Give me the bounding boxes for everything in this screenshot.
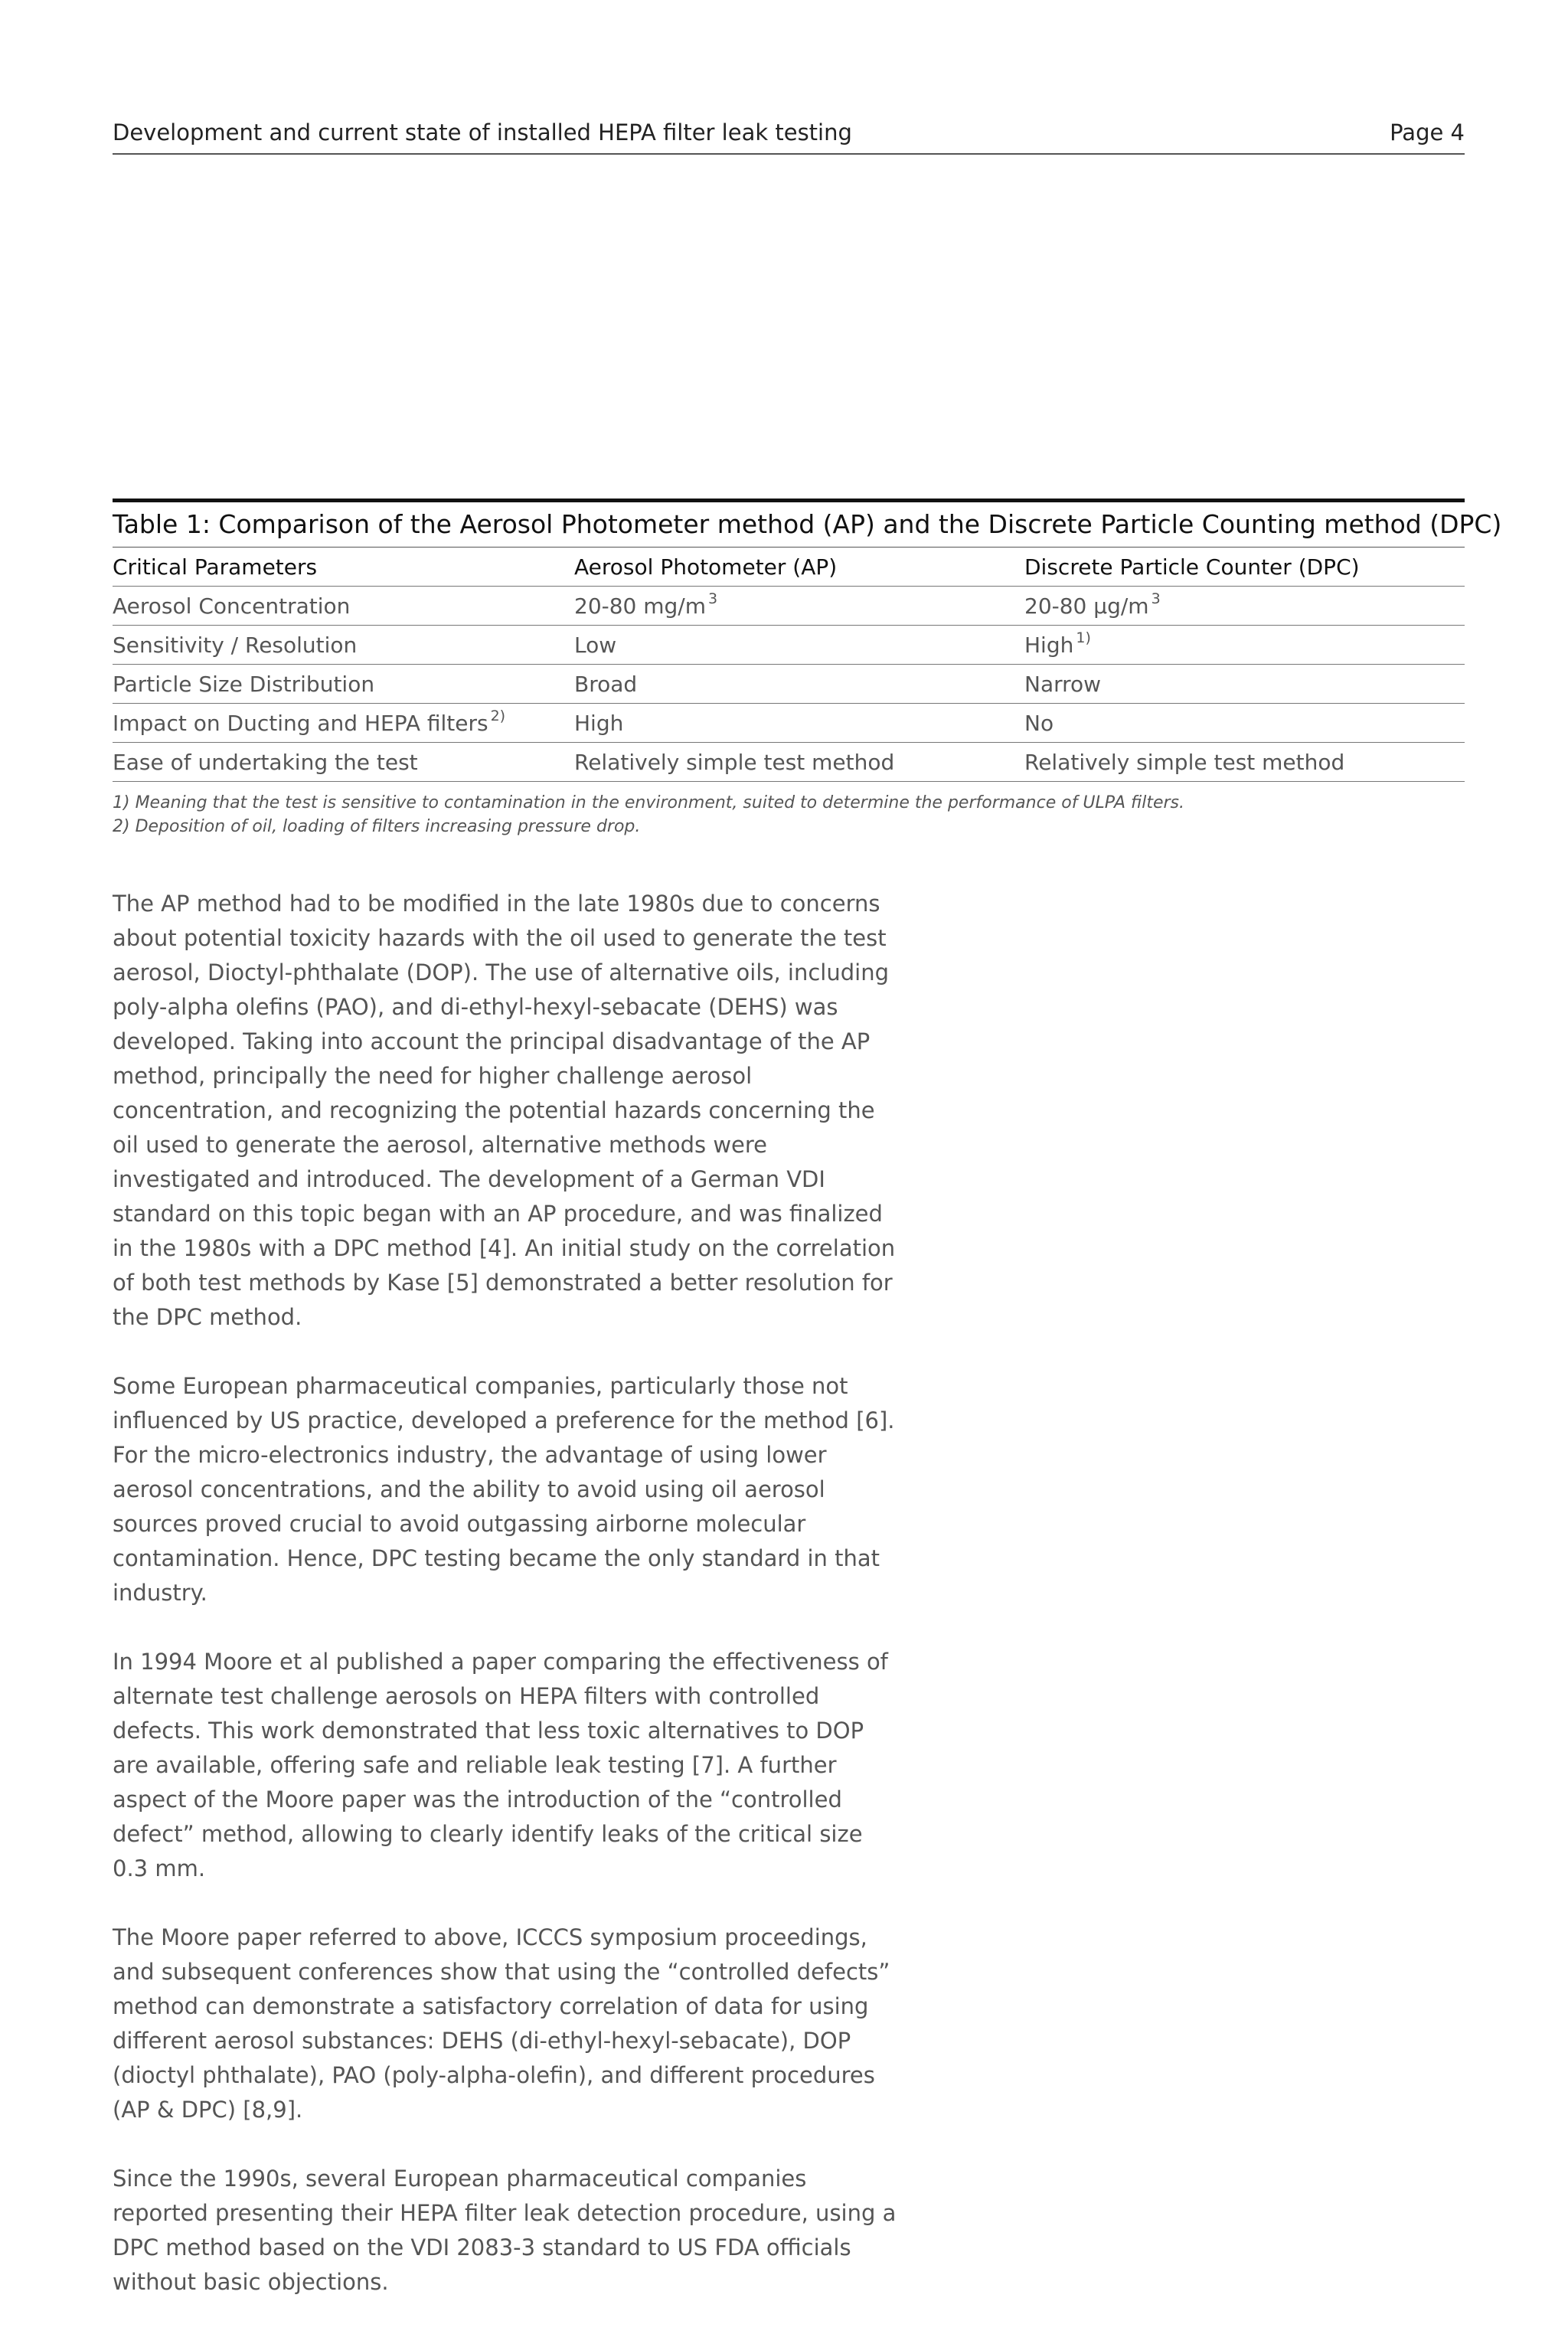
cell-text: Relatively simple test method — [574, 749, 895, 775]
cell-param — [113, 743, 574, 782]
cell-ap — [574, 704, 1024, 743]
comparison-table-block — [113, 499, 1502, 838]
page-number: Page 4 — [1390, 119, 1465, 145]
cell-text: Sensitivity / Resolution — [113, 632, 358, 658]
table-header-row — [113, 548, 1465, 587]
cell-ap — [574, 743, 1024, 782]
cell-param — [113, 626, 574, 665]
paragraph: Some European pharmaceutical companies, particularly those not influenced by US practice, developed a preference for the method [6]. For the micro-electronics industry, the advantage of using lower aerosol concentrations, and the ability to avoid using oil aerosol sources proved crucial to avoid outgassing airborne molecular contamination. Hence, DPC testing became the only standard in that industry. — [113, 1373, 895, 1606]
cell-text: 20-80 mg/m — [574, 593, 707, 619]
footnote-2: 2) Deposition of oil, loading of filters increasing pressure drop. — [113, 817, 641, 836]
header-critical-parameters: Critical Parameters — [113, 548, 574, 587]
cell-text: Relatively simple test method — [1024, 749, 1345, 775]
table-caption: Table 1: Comparison of the Aerosol Photometer method (AP) and the Discrete Particle Counting method (DPC) — [113, 499, 1465, 548]
cell-param — [113, 587, 574, 626]
paragraph: The Moore paper referred to above, ICCCS symposium proceedings, and subsequent conferences show that using the “controlled defects” method can demonstrate a satisfactory correlation of data for using different aerosol substances: DEHS (di-ethyl-hexyl-sebacate), DOP (dioctyl phthalate), PAO (poly-alpha-olefin), and different procedures (AP & DPC) [8,9]. — [113, 1924, 890, 2123]
paragraph: The AP method had to be modified in the late 1980s due to concerns about potential toxicity hazards with the oil used to generate the test aerosol, Dioctyl-phthalate (DOP). The use of alternative oils, including poly-alpha olefins (PAO), and di-ethyl-hexyl-sebacate (DEHS) was developed. Taking into account the principal disadvantage of the AP method, principally the need for higher challenge aerosol concentration, and recognizing the potential hazards concerning the oil used to generate the aerosol, alternative methods were investigated and introduced. The development of a German VDI standard on this topic began with an AP procedure, and was finalized in the 1980s with a DPC method [4]. An initial study on the correlation of both test methods by Kase [5] demonstrated a better resolution for the DPC method. — [113, 891, 896, 1330]
header-discrete-particle-counter: Discrete Particle Counter (DPC) — [1024, 548, 1465, 587]
cell-dpc — [1024, 743, 1465, 782]
paragraph: In 1994 Moore et al published a paper comparing the effectiveness of alternate test challenge aerosols on HEPA filters with controlled defects. This work demonstrated that less toxic alternatives to DOP are available, offering safe and reliable leak testing [7]. A further aspect of the Moore paper was the introduction of the “controlled defect” method, allowing to clearly identify leaks of the critical size 0.3 mm. — [113, 1649, 888, 1881]
cell-dpc — [1024, 626, 1465, 665]
cell-ap — [574, 626, 1024, 665]
cell-text: High — [1024, 632, 1074, 658]
cell-param — [113, 704, 574, 743]
header-aerosol-photometer: Aerosol Photometer (AP) — [574, 548, 1024, 587]
page-header — [113, 116, 1465, 155]
cell-ap — [574, 587, 1024, 626]
cell-param — [113, 665, 574, 704]
table-row — [113, 626, 1465, 665]
cell-text: High — [574, 710, 624, 736]
cell-text: 20-80 µg/m — [1024, 593, 1149, 619]
body-text — [113, 887, 901, 2334]
cell-text: Ease of undertaking the test — [113, 749, 418, 775]
paragraph: Since the 1990s, several European pharmaceutical companies reported presenting their HEPA filter leak detection procedure, using a DPC method based on the VDI 2083-3 standard to US FDA officials without basic objections. — [113, 2166, 897, 2295]
cell-sup: 3 — [1151, 590, 1161, 607]
cell-text: Broad — [574, 671, 638, 697]
cell-dpc — [1024, 704, 1465, 743]
table-row — [113, 665, 1465, 704]
cell-text: Low — [574, 632, 617, 658]
table-row — [113, 587, 1465, 626]
table-row — [113, 743, 1465, 782]
cell-text: Impact on Ducting and HEPA filters — [113, 710, 488, 736]
document-title: Development and current state of installed HEPA filter leak testing — [113, 119, 852, 145]
table-footnotes — [113, 791, 1465, 838]
cell-text: Aerosol Concentration — [113, 593, 351, 619]
cell-text: Particle Size Distribution — [113, 671, 375, 697]
comparison-table — [113, 548, 1465, 782]
cell-text: Narrow — [1024, 671, 1102, 697]
cell-dpc — [1024, 665, 1465, 704]
table-row — [113, 704, 1465, 743]
cell-dpc — [1024, 587, 1465, 626]
cell-ap — [574, 665, 1024, 704]
cell-text: No — [1024, 710, 1054, 736]
cell-sup: 3 — [708, 590, 718, 607]
cell-sup: 1) — [1076, 629, 1091, 646]
cell-sup: 2) — [490, 707, 506, 724]
footnote-1: 1) Meaning that the test is sensitive to contamination in the environment, suited to determine the performance of ULPA filters. — [113, 793, 1184, 812]
